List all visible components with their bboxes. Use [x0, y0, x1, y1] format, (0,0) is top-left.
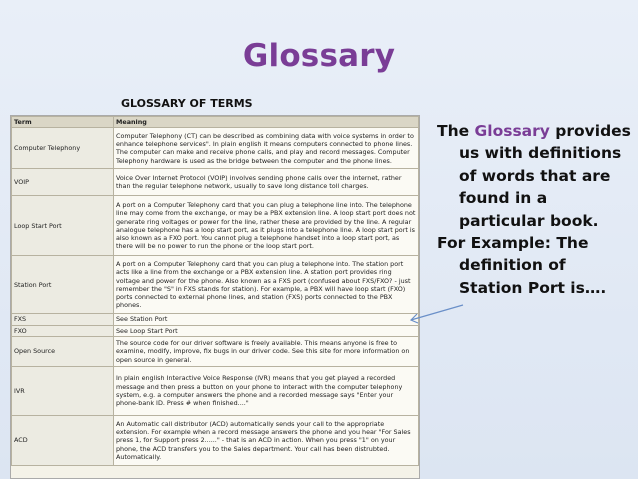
table-row — [12, 415, 419, 465]
explanation-paragraph-1 — [437, 120, 633, 232]
meaning-cell: A port on a Computer Telephony card that you can plug a telephone into. The station port acts like a line from the exchange or a PBX extension line. A station port provides ring voltage and power for the phone. Also known as a FXS port (confused about FXS/FXO? - just remember the "S" in FXS stands for station). For example, a PBX will have loop start (FXO) ports connected to external phone lines, and station (FXS) ports connected to the PBX phones. — [114, 256, 419, 314]
meaning-cell: An Automatic call distributor (ACD) automatically sends your call to the appropriate extension. For example when a record message answers the phone and you hear "For Sales press 1, for Support press 2......" - that is an ACD in action. When you press "1" on your phone, the ACD transfers you to the Sales department. Your call has been distrubted. Automatically. — [114, 415, 419, 465]
table-row — [12, 325, 419, 336]
table-row — [12, 336, 419, 366]
meaning-cell: Voice Over Internet Protocol (VOIP) involves sending phone calls over the internet, rather than the regular telephone network, usually to save long distance toll charges. — [114, 169, 419, 196]
term-cell: IVR — [12, 366, 114, 415]
header-term: Term — [12, 117, 114, 128]
table-row — [12, 196, 419, 256]
explanation-text — [437, 120, 633, 299]
pointer-arrow-icon — [405, 300, 465, 330]
explanation-paragraph-2: For Example: The definition of Station Port is…. — [437, 234, 607, 297]
term-cell: FXS — [12, 314, 114, 325]
meaning-cell: A port on a Computer Telephony card that you can plug a telephone line into. The telephone line may come from the exchange, or may be a PBX extension line. A loop start port does not generate ring voltages or power for the line, rather these are provided by the line. A regular analogue telephone has a loop start port, as it plugs into a telephone line. A loop start port is also known as a FXO port. You cannot plug a telephone handset into a loop start port, as there will be no power to run the phone or the loop start port. — [114, 196, 419, 256]
term-cell: Open Source — [12, 336, 114, 366]
term-cell: VOIP — [12, 169, 114, 196]
term-cell: Loop Start Port — [12, 196, 114, 256]
table-row — [12, 366, 419, 415]
glossary-table — [11, 116, 419, 466]
meaning-cell: Computer Telephony (CT) can be described as combining data with voice systems in order to enhance telephone services". In plain english it means computers connected to phone lines. The computer can make and receive phone calls, and play and record messages. Computer Telephony hardware is used as the bridge between the computer and the phone lines. — [114, 128, 419, 169]
meaning-cell: The source code for our driver software is freely available. This means anyone is free to examine, modify, improve, fix bugs in our driver code. See this site for more information on open source in general. — [114, 336, 419, 366]
p1-suffix: provides us with definitions of words that are found in a particular book. — [459, 122, 631, 230]
table-row — [12, 256, 419, 314]
glossary-header-row — [12, 117, 419, 128]
meaning-cell: In plain english Interactive Voice Response (IVR) means that you get played a recorded message and then press a button on your phone to interact with the computer telephony system, e.g. a computer answers the phone and a recorded message says "Enter your phone-bank ID. Press # when finished...." — [114, 366, 419, 415]
term-cell: ACD — [12, 415, 114, 465]
glossary-caption: GLOSSARY OF TERMS — [121, 97, 253, 110]
term-cell: Station Port — [12, 256, 114, 314]
table-row — [12, 128, 419, 169]
glossary-table-image — [10, 115, 420, 479]
term-cell: Computer Telephony — [12, 128, 114, 169]
slide-title: Glossary — [242, 38, 396, 74]
term-cell: FXO — [12, 325, 114, 336]
header-meaning: Meaning — [114, 117, 419, 128]
table-row — [12, 169, 419, 196]
table-row — [12, 314, 419, 325]
meaning-cell: See Station Port — [114, 314, 419, 325]
glossary-highlight: Glossary — [474, 122, 550, 140]
p1-prefix: The — [437, 122, 475, 140]
meaning-cell: See Loop Start Port — [114, 325, 419, 336]
